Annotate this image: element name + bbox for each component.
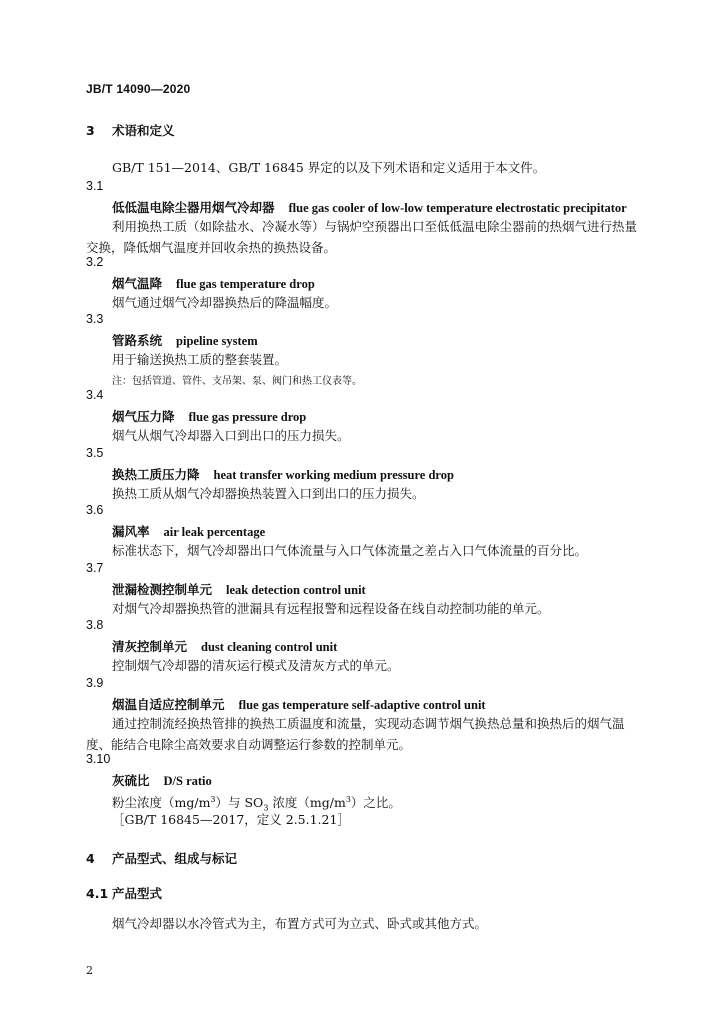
term-definition: 换热工质从烟气冷却器换热装置入口到出口的压力损失。 bbox=[112, 486, 425, 501]
term-title-zh: 烟气压力降 bbox=[112, 409, 175, 424]
term-title-zh: 低低温电除尘器用烟气冷却器 bbox=[112, 200, 275, 215]
term-title bbox=[112, 407, 306, 425]
term-title bbox=[112, 580, 366, 598]
section-number: 4.1 bbox=[86, 886, 109, 901]
term-number: 3.4 bbox=[86, 388, 104, 402]
term-definition: 通过控制流经换热管排的换热工质温度和流量，实现动态调节烟气换热总量和换热后的烟气温度、能结合电除尘高效要求自动调整运行参数的控制单元。 bbox=[86, 716, 625, 752]
def-text: 浓度（mg/m bbox=[268, 795, 346, 811]
term-title-en: flue gas temperature drop bbox=[176, 277, 315, 291]
term-title-en: flue gas temperature self-adaptive control unit bbox=[238, 698, 486, 712]
superscript: 3 bbox=[345, 795, 351, 804]
term-title-en: flue gas pressure drop bbox=[188, 410, 307, 424]
term-definition: 烟气通过烟气冷却器换热后的降温幅度。 bbox=[112, 295, 338, 310]
term-number: 3.7 bbox=[86, 561, 104, 575]
term-title-en: pipeline system bbox=[176, 334, 258, 348]
def-text: ）与 SO bbox=[215, 795, 264, 811]
term-title bbox=[112, 522, 265, 540]
term-title-en: heat transfer working medium pressure drop bbox=[213, 468, 454, 482]
term-title-en: air leak percentage bbox=[163, 525, 266, 539]
section-number: 3 bbox=[86, 123, 95, 138]
standard-id-header: JB/T 14090—2020 bbox=[86, 82, 191, 96]
term-number: 3.3 bbox=[86, 312, 104, 326]
term-number: 3.1 bbox=[86, 179, 104, 193]
section-4-1-text: 烟气冷却器以水冷管式为主，布置方式可为立式、卧式或其他方式。 bbox=[112, 916, 488, 931]
superscript: 3 bbox=[210, 795, 216, 804]
term-title-en: dust cleaning control unit bbox=[201, 640, 338, 654]
term-title-zh: 清灰控制单元 bbox=[112, 639, 188, 654]
term-title-zh: 烟气温降 bbox=[112, 276, 163, 291]
section-title: 产品型式、组成与标记 bbox=[112, 851, 238, 866]
term-title bbox=[112, 637, 337, 655]
section-4-heading bbox=[86, 849, 237, 867]
term-definition: 烟气从烟气冷却器入口到出口的压力损失。 bbox=[112, 428, 350, 443]
page-number: 2 bbox=[86, 964, 93, 977]
section-3-intro: GB/T 151—2014、GB/T 16845 界定的以及下列术语和定义适用于本文件。 bbox=[112, 160, 546, 175]
term-title bbox=[112, 465, 454, 483]
term-title-zh: 换热工质压力降 bbox=[112, 467, 200, 482]
term-title-en: D/S ratio bbox=[163, 774, 212, 788]
section-3-heading bbox=[86, 121, 175, 139]
term-note: 注：包括管道、管件、支吊架、泵、阀门和热工仪表等。 bbox=[112, 376, 362, 387]
term-title-zh: 灰硫比 bbox=[112, 773, 150, 788]
term-title bbox=[112, 198, 627, 216]
term-definition: 对烟气冷却器换热管的泄漏具有远程报警和远程设备在线自动控制功能的单元。 bbox=[112, 601, 550, 616]
section-title: 产品型式 bbox=[112, 886, 163, 901]
term-definition: 标准状态下，烟气冷却器出口气体流量与入口气体流量之差占入口气体流量的百分比。 bbox=[112, 543, 588, 558]
term-title-zh: 管路系统 bbox=[112, 333, 163, 348]
term-definition: 利用换热工质（如除盐水、冷凝水等）与锅炉空预器出口至低低温电除尘器前的热烟气进行热量交换，降低烟气温度并回收余热的换热设备。 bbox=[86, 219, 638, 255]
term-number: 3.6 bbox=[86, 503, 104, 517]
term-number: 3.5 bbox=[86, 446, 104, 460]
subscript: 3 bbox=[263, 803, 269, 813]
term-definition: 用于输送换热工质的整套装置。 bbox=[112, 352, 288, 367]
term-title-en: flue gas cooler of low-low temperature electrostatic precipitator bbox=[288, 201, 627, 215]
term-number: 3.2 bbox=[86, 255, 104, 269]
def-text: 粉尘浓度（mg/m bbox=[112, 795, 211, 811]
term-title bbox=[112, 331, 258, 349]
def-text: ）之比。 bbox=[350, 795, 401, 811]
section-title: 术语和定义 bbox=[112, 123, 175, 138]
term-definition: 控制烟气冷却器的清灰运行模式及清灰方式的单元。 bbox=[112, 658, 400, 673]
term-number: 3.10 bbox=[86, 752, 111, 766]
term-number: 3.8 bbox=[86, 618, 104, 632]
section-number: 4 bbox=[86, 851, 95, 866]
term-title bbox=[112, 274, 315, 292]
term-title-zh: 漏风率 bbox=[112, 524, 150, 539]
term-title-en: leak detection control unit bbox=[226, 583, 366, 597]
term-title-zh: 泄漏检测控制单元 bbox=[112, 582, 213, 597]
term-title bbox=[112, 771, 212, 789]
section-4-1-heading bbox=[86, 884, 162, 902]
term-reference: ［GB/T 16845—2017，定义 2.5.1.21］ bbox=[112, 812, 350, 827]
term-title bbox=[112, 695, 486, 713]
term-number: 3.9 bbox=[86, 676, 104, 690]
term-title-zh: 烟温自适应控制单元 bbox=[112, 697, 225, 712]
